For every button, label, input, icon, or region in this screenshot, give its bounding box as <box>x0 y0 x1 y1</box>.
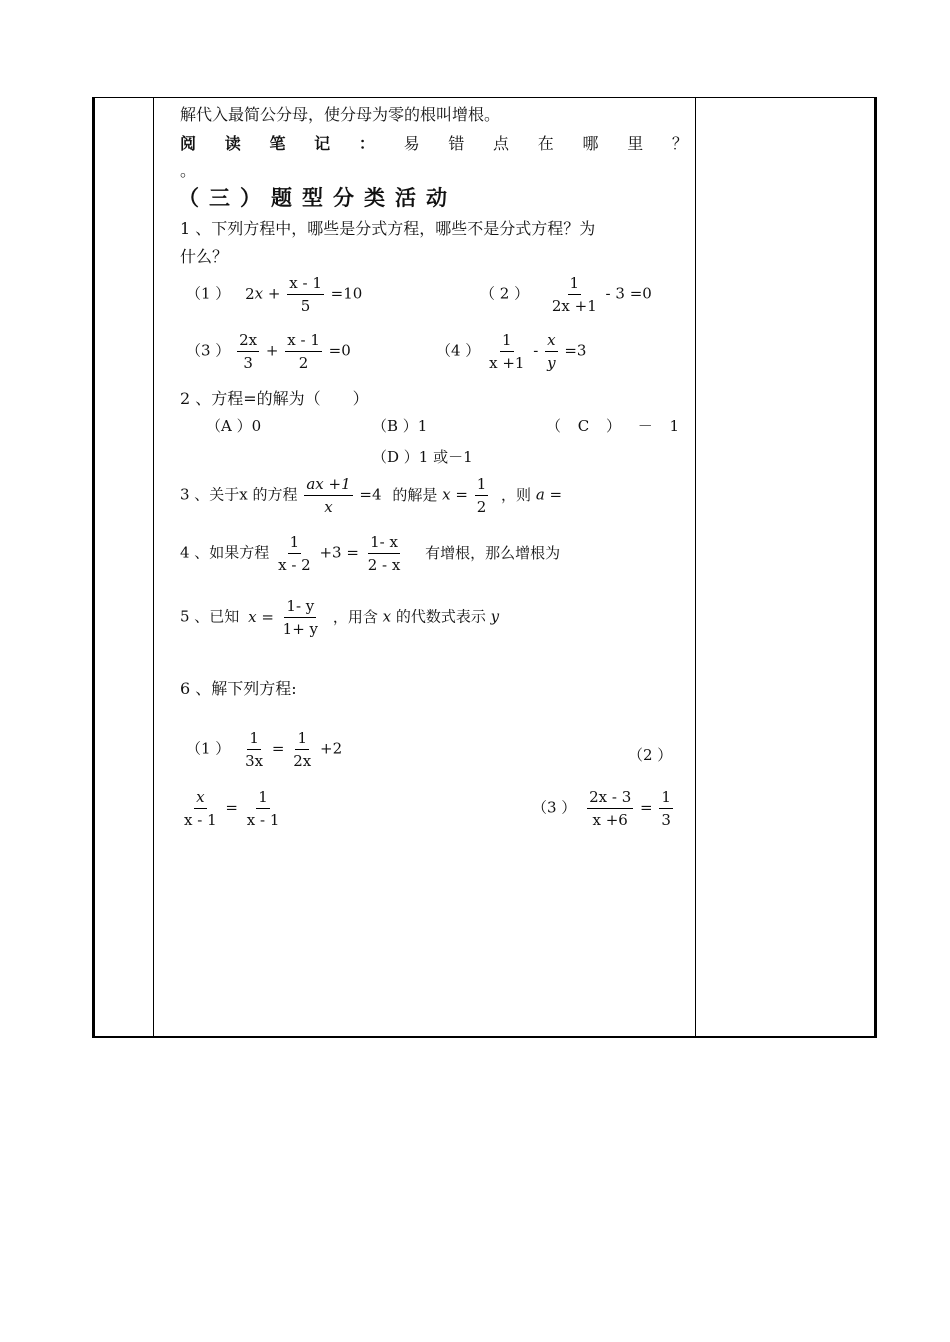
fraction: $\frac{ax +1}{x}$ <box>306 475 351 516</box>
q1-item-2: （ 2 ） $\frac{1}{2x +1}$ - 3 =0 <box>480 274 652 315</box>
fraction: $\frac{1}{x - 2}$ <box>278 533 311 574</box>
fraction: $\frac{x}{x - 1}$ <box>184 788 217 829</box>
fraction: $\frac{1}{2x}$ <box>293 729 312 770</box>
intro-line: 解代入最简公分母，使分母为零的根叫增根。 <box>180 105 501 124</box>
fraction: $\frac{x - 1}{2}$ <box>287 331 320 372</box>
q3-line: 3 、关于x 的方程 $\frac{ax +1}{x}$ =4 的解是 x = $\frac{1}{2}$ ，则 a = <box>180 475 563 516</box>
fraction: $\frac{1}{x +1}$ <box>489 331 525 372</box>
fraction: $\frac{2x}{3}$ <box>239 331 258 372</box>
q2-option-a: （A ）0 <box>206 417 262 435</box>
q1-item-3: （3 ） $\frac{2x}{3}$ + $\frac{x - 1}{2}$ =0 <box>186 331 351 372</box>
fraction: $\frac{1- y}{1+ y}$ <box>282 597 319 638</box>
q2-option-d: （D ）1 或－1 <box>372 448 473 466</box>
q2-option-b: （B ）1 <box>372 417 428 435</box>
q6-equation-1: （1 ） $\frac{1}{3x}$ = $\frac{1}{2x}$ +2 <box>186 729 343 770</box>
q1-item-4: （4 ） $\frac{1}{x +1}$ - $\frac{x}{y}$ =3 <box>436 331 587 372</box>
q2-stem: 2 、方程=的解为（ ） <box>180 389 369 408</box>
fraction: $\frac{1}{2x +1}$ <box>551 274 597 315</box>
column-divider-left <box>153 97 154 1038</box>
q4-line: 4 、如果方程 $\frac{1}{x - 2}$ +3 = $\frac{1- x}{2 - x}$ 有增根，那么增根为 <box>180 533 561 574</box>
q6-equation-2-label: （2 ） <box>628 746 673 764</box>
q5-line: 5 、已知 x = $\frac{1- y}{1+ y}$ ，用含 x 的代数式表示 y <box>180 597 500 638</box>
fraction: $\frac{1}{3x}$ <box>245 729 264 770</box>
fraction: $\frac{1}{2}$ <box>476 475 487 516</box>
q6-equation-3: （3 ） $\frac{2x - 3}{x +6}$ = $\frac{1}{3}$ <box>532 788 671 829</box>
q2-option-c: （ C ） － 1 <box>546 417 680 435</box>
section-heading: （三）题型分类活动 <box>178 186 457 210</box>
fraction: $\frac{1}{3}$ <box>661 788 671 829</box>
q1-line2: 什么？ <box>180 247 229 266</box>
fraction: $\frac{1- x}{2 - x}$ <box>367 533 401 574</box>
fraction: $\frac{x}{y}$ <box>547 331 556 372</box>
reading-note-tail: 。 <box>180 161 197 180</box>
q1-line1: 1 、下列方程中，哪些是分式方程，哪些不是分式方程？为 <box>180 219 596 238</box>
fraction: $\frac{x - 1}{5}$ <box>289 274 322 315</box>
reading-note: 阅 读 笔 记 ： 易 错 点 在 哪 里 ？ <box>180 134 688 153</box>
fraction: $\frac{1}{x - 1}$ <box>246 788 280 829</box>
q1-item-1: （1 ） 2x + $\frac{x - 1}{5}$ =10 <box>186 274 363 315</box>
fraction: $\frac{2x - 3}{x +6}$ <box>589 788 632 829</box>
q6-equation-2: $\frac{x}{x - 1}$ = $\frac{1}{x - 1}$ <box>184 788 280 829</box>
q6-stem: 6 、解下列方程: <box>180 679 297 698</box>
column-divider-right <box>695 97 696 1038</box>
